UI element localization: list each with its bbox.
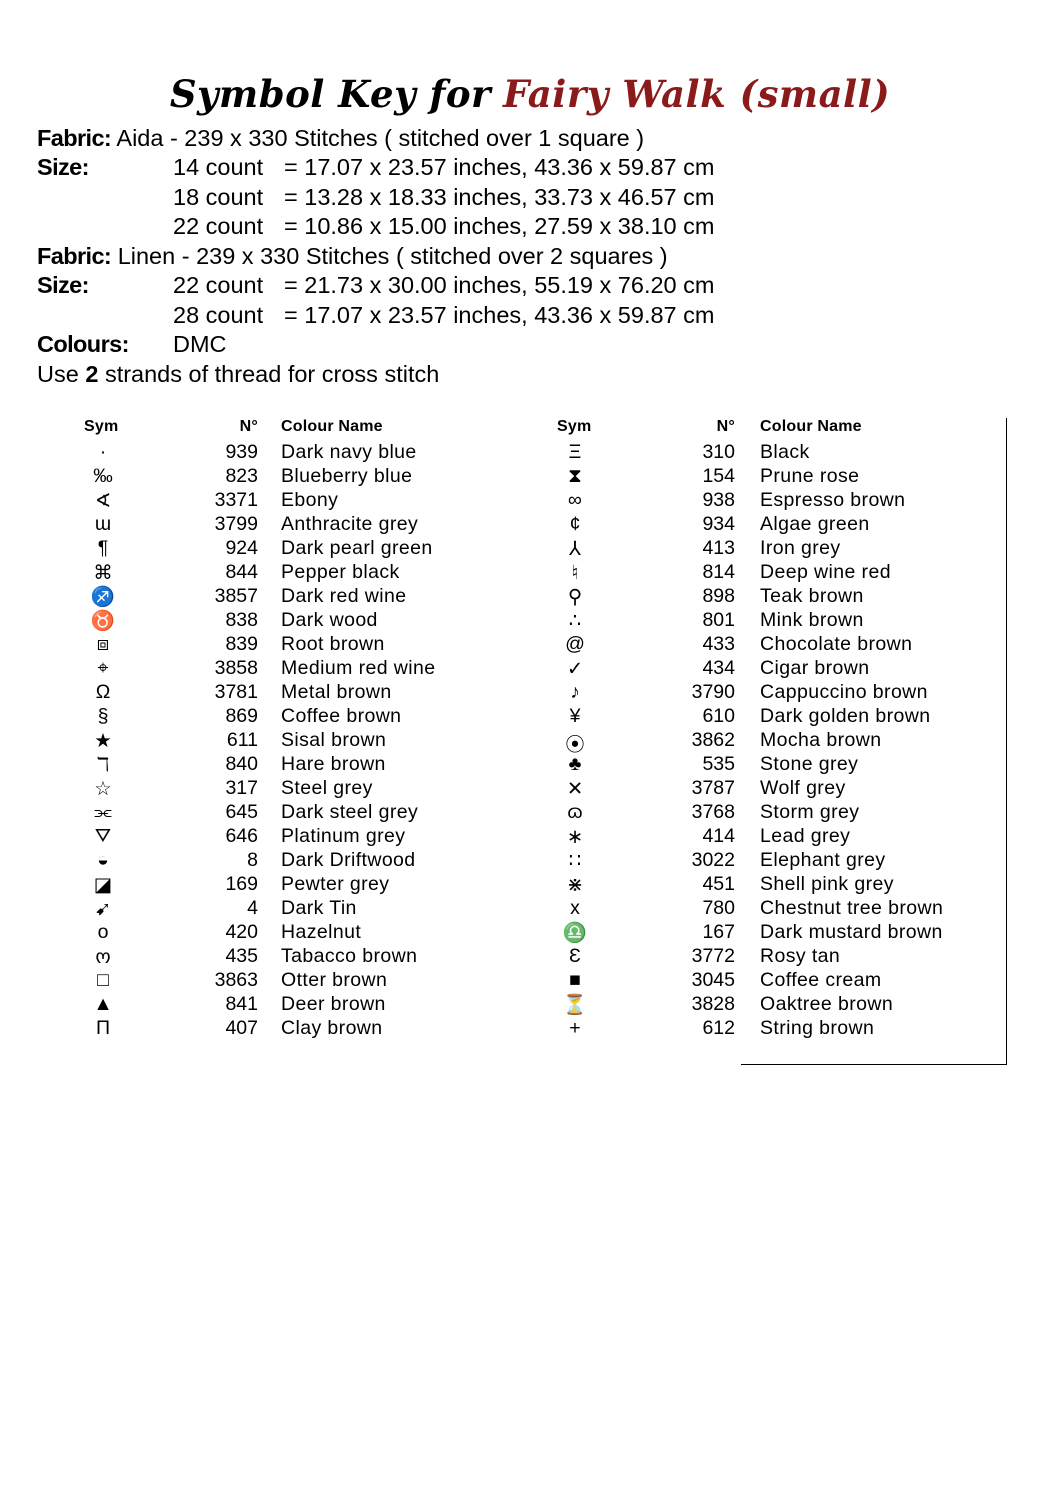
symbol-glyph: Ξ [568, 441, 582, 463]
symbol-glyph: ∢ [94, 490, 112, 512]
dmc-number: 3863 [214, 969, 258, 991]
dmc-number: 801 [702, 609, 735, 631]
header-num: N° [239, 418, 258, 435]
symbol-glyph: ∴ [568, 610, 582, 632]
symbol-glyph: ⛛ [94, 825, 112, 847]
page-title [0, 72, 1060, 116]
symbol-glyph: ♮ [571, 562, 579, 584]
instructions-before: Use [37, 361, 79, 387]
dmc-number: 3857 [214, 585, 258, 607]
symbol-glyph: ⋇ [566, 874, 584, 896]
size-dimensions: = 17.07 x 23.57 inches, 43.36 x 59.87 cm [284, 302, 715, 328]
dmc-number: 898 [702, 585, 735, 607]
symbol-glyph: ∗ [566, 826, 584, 848]
fabric-aida-text: Aida - 239 x 330 Stitches ( stitched over 1 square ) [116, 125, 645, 151]
colour-name: Deer brown [281, 993, 386, 1015]
colour-name: Hare brown [281, 753, 386, 775]
colours-label: Colours: [37, 331, 129, 357]
colour-name: Espresso brown [760, 489, 906, 511]
dmc-number: 407 [225, 1017, 258, 1039]
colours-line [37, 330, 227, 359]
colour-name: Platinum grey [281, 825, 406, 847]
count-value: 22 count [173, 272, 264, 298]
size-label: Size: [37, 272, 89, 298]
symbol-glyph: + [569, 1017, 581, 1039]
dmc-number: 167 [702, 921, 735, 943]
colour-name: Dark Tin [281, 897, 357, 919]
dmc-number: 3790 [691, 681, 735, 703]
symbol-glyph: ★ [94, 730, 112, 752]
strand-count: 2 [85, 361, 99, 387]
fabric-linen-line [37, 242, 668, 271]
dmc-number: 645 [225, 801, 258, 823]
symbol-glyph: Ω [95, 681, 111, 703]
dmc-number: 924 [225, 537, 258, 559]
symbol-glyph: ∷ [568, 850, 582, 872]
colour-name: Pewter grey [281, 873, 390, 895]
symbol-glyph: ∞ [568, 489, 582, 511]
symbol-glyph: ⅄ [569, 538, 581, 560]
dmc-number: 3799 [214, 513, 258, 535]
symbol-glyph: ■ [569, 969, 581, 991]
pattern-name: Fairy Walk (small) [503, 72, 891, 116]
symbol-glyph: o [97, 921, 109, 943]
symbol-glyph: ⫘ [94, 801, 112, 823]
colour-name: Iron grey [760, 537, 841, 559]
colour-name: Elephant grey [760, 849, 886, 871]
symbol-glyph: x [570, 897, 580, 919]
size-dimensions: = 21.73 x 30.00 inches, 55.19 x 76.20 cm [284, 272, 715, 298]
symbol-glyph: ⧈ [96, 633, 110, 655]
symbol-glyph: ო [95, 946, 111, 968]
colour-name: Ebony [281, 489, 339, 511]
dmc-number: 3781 [214, 681, 258, 703]
dmc-number: 3787 [691, 777, 735, 799]
count-value: 18 count [173, 184, 264, 210]
colour-name: Algae green [760, 513, 870, 535]
symbol-glyph: ℸ [96, 754, 110, 776]
dmc-number: 414 [702, 825, 735, 847]
colour-name: Chocolate brown [760, 633, 913, 655]
colour-name: Wolf grey [760, 777, 846, 799]
dmc-number: 3022 [691, 849, 735, 871]
dmc-number: 535 [702, 753, 735, 775]
count-value: 28 count [173, 302, 264, 328]
dmc-number: 154 [702, 465, 735, 487]
symbol-glyph: ♉ [90, 610, 116, 632]
symbol-glyph: ⦿ [565, 734, 585, 756]
colour-name: Pepper black [281, 561, 400, 583]
colour-name: Dark navy blue [281, 441, 417, 463]
symbol-glyph: ¥ [569, 705, 581, 727]
colour-name: Storm grey [760, 801, 860, 823]
colour-name: Stone grey [760, 753, 859, 775]
dmc-number: 4 [247, 897, 258, 919]
dmc-number: 3862 [691, 729, 735, 751]
dmc-number: 3045 [691, 969, 735, 991]
dmc-number: 841 [225, 993, 258, 1015]
colour-name: Oaktree brown [760, 993, 894, 1015]
dmc-number: 840 [225, 753, 258, 775]
dmc-number: 869 [225, 705, 258, 727]
size-dimensions: = 13.28 x 18.33 inches, 33.73 x 46.57 cm [284, 184, 715, 210]
dmc-number: 169 [225, 873, 258, 895]
symbol-glyph: ¢ [569, 513, 581, 535]
dmc-number: 3768 [691, 801, 735, 823]
dmc-number: 938 [702, 489, 735, 511]
colour-name: Cappuccino brown [760, 681, 928, 703]
dmc-number: 317 [225, 777, 258, 799]
dmc-number: 3858 [214, 657, 258, 679]
count-value: 22 count [173, 213, 264, 239]
symbol-glyph: ⌖ [97, 657, 109, 679]
dmc-number: 823 [225, 465, 258, 487]
table-border-bottom [741, 1064, 1007, 1065]
dmc-number: 839 [225, 633, 258, 655]
colour-name: Otter brown [281, 969, 388, 991]
size-linen-line-1 [37, 271, 715, 300]
colour-name: Blueberry blue [281, 465, 413, 487]
dmc-number: 814 [702, 561, 735, 583]
colour-name: Cigar brown [760, 657, 870, 679]
header-name: Colour Name [760, 418, 862, 435]
colour-name: Coffee brown [281, 705, 402, 727]
colour-name: Dark mustard brown [760, 921, 943, 943]
dmc-number: 433 [702, 633, 735, 655]
fabric-linen-text: Linen - 239 x 330 Stitches ( stitched over 2 squares ) [117, 243, 668, 269]
symbol-glyph: ɷ [567, 801, 583, 823]
colour-name: Dark steel grey [281, 801, 419, 823]
symbol-glyph: ♎ [562, 922, 588, 944]
colour-name: Deep wine red [760, 561, 891, 583]
colour-name: Mocha brown [760, 729, 882, 751]
header-name: Colour Name [281, 418, 383, 435]
colour-name: Shell pink grey [760, 873, 894, 895]
colour-name: Teak brown [760, 585, 864, 607]
symbol-glyph: Π [95, 1017, 111, 1039]
colour-name: Mink brown [760, 609, 864, 631]
symbol-glyph: ɯ [94, 513, 112, 535]
colour-name: Steel grey [281, 777, 373, 799]
colour-name: Lead grey [760, 825, 851, 847]
dmc-number: 434 [702, 657, 735, 679]
symbol-glyph: ¶ [97, 537, 109, 559]
symbol-glyph: ◒ [97, 849, 109, 871]
symbol-glyph: ♐ [90, 586, 116, 608]
dmc-number: 3772 [691, 945, 735, 967]
dmc-number: 420 [225, 921, 258, 943]
symbol-glyph: ♪ [570, 681, 580, 703]
dmc-number: 3828 [691, 993, 735, 1015]
colour-name: Tabacco brown [281, 945, 418, 967]
dmc-number: 413 [702, 537, 735, 559]
symbol-glyph: ♣ [568, 753, 582, 775]
dmc-number: 435 [225, 945, 258, 967]
dmc-number: 610 [702, 705, 735, 727]
symbol-glyph: ➹ [94, 898, 112, 920]
dmc-number: 451 [702, 873, 735, 895]
dmc-number: 780 [702, 897, 735, 919]
colour-name: Dark pearl green [281, 537, 433, 559]
symbol-glyph: ✕ [566, 778, 584, 800]
colour-name: Root brown [281, 633, 385, 655]
dmc-number: 646 [225, 825, 258, 847]
symbol-glyph: ⧗ [568, 465, 582, 487]
count-value: 14 count [173, 154, 264, 180]
colour-name: String brown [760, 1017, 875, 1039]
dmc-number: 844 [225, 561, 258, 583]
colour-name: Dark golden brown [760, 705, 931, 727]
dmc-number: 3371 [214, 489, 258, 511]
dmc-number: 838 [225, 609, 258, 631]
instructions-after: strands of thread for cross stitch [104, 361, 440, 387]
dmc-number: 8 [247, 849, 258, 871]
dmc-number: 939 [225, 441, 258, 463]
colour-name: Black [760, 441, 810, 463]
size-aida-line-1 [37, 153, 715, 182]
colour-name: Sisal brown [281, 729, 387, 751]
colour-name: Dark Driftwood [281, 849, 416, 871]
symbol-glyph: ‰ [93, 465, 113, 487]
symbol-glyph: ◪ [93, 874, 113, 896]
symbol-glyph: ▲ [93, 993, 113, 1015]
colour-name: Metal brown [281, 681, 392, 703]
fabric-aida-line [37, 124, 644, 153]
colour-name: Anthracite grey [281, 513, 419, 535]
symbol-glyph: ☆ [94, 778, 112, 800]
colour-name: Coffee cream [760, 969, 882, 991]
size-dimensions: = 17.07 x 23.57 inches, 43.36 x 59.87 cm [284, 154, 715, 180]
colour-name: Dark wood [281, 609, 378, 631]
size-label: Size: [37, 154, 89, 180]
symbol-glyph: Ɛ [569, 945, 581, 967]
dmc-number: 310 [702, 441, 735, 463]
dmc-number: 934 [702, 513, 735, 535]
colour-name: Chestnut tree brown [760, 897, 944, 919]
colour-name: Prune rose [760, 465, 860, 487]
symbol-glyph: □ [97, 969, 109, 991]
header-sym: Sym [557, 418, 592, 435]
instructions-line [37, 360, 439, 389]
colours-brand: DMC [173, 331, 227, 357]
dmc-number: 611 [226, 729, 258, 751]
symbol-glyph: ✓ [566, 658, 584, 680]
symbol-glyph: · [99, 441, 107, 463]
size-dimensions: = 10.86 x 15.00 inches, 27.59 x 38.10 cm [284, 213, 715, 239]
fabric-label: Fabric: [37, 125, 112, 151]
symbol-glyph: ⚲ [567, 586, 583, 608]
symbol-glyph: ⏳ [562, 994, 588, 1016]
symbol-glyph: ⌘ [93, 562, 113, 584]
header-sym: Sym [84, 418, 119, 435]
header-num: N° [716, 418, 735, 435]
colour-name: Rosy tan [760, 945, 841, 967]
colour-name: Clay brown [281, 1017, 383, 1039]
table-border-right [1006, 418, 1007, 1064]
fabric-label: Fabric: [37, 243, 112, 269]
colour-name: Dark red wine [281, 585, 407, 607]
title-prefix: Symbol Key for [169, 72, 492, 116]
symbol-glyph: § [97, 705, 109, 727]
colour-name: Medium red wine [281, 657, 436, 679]
symbol-glyph: @ [565, 633, 585, 655]
dmc-number: 612 [702, 1017, 735, 1039]
colour-name: Hazelnut [281, 921, 362, 943]
